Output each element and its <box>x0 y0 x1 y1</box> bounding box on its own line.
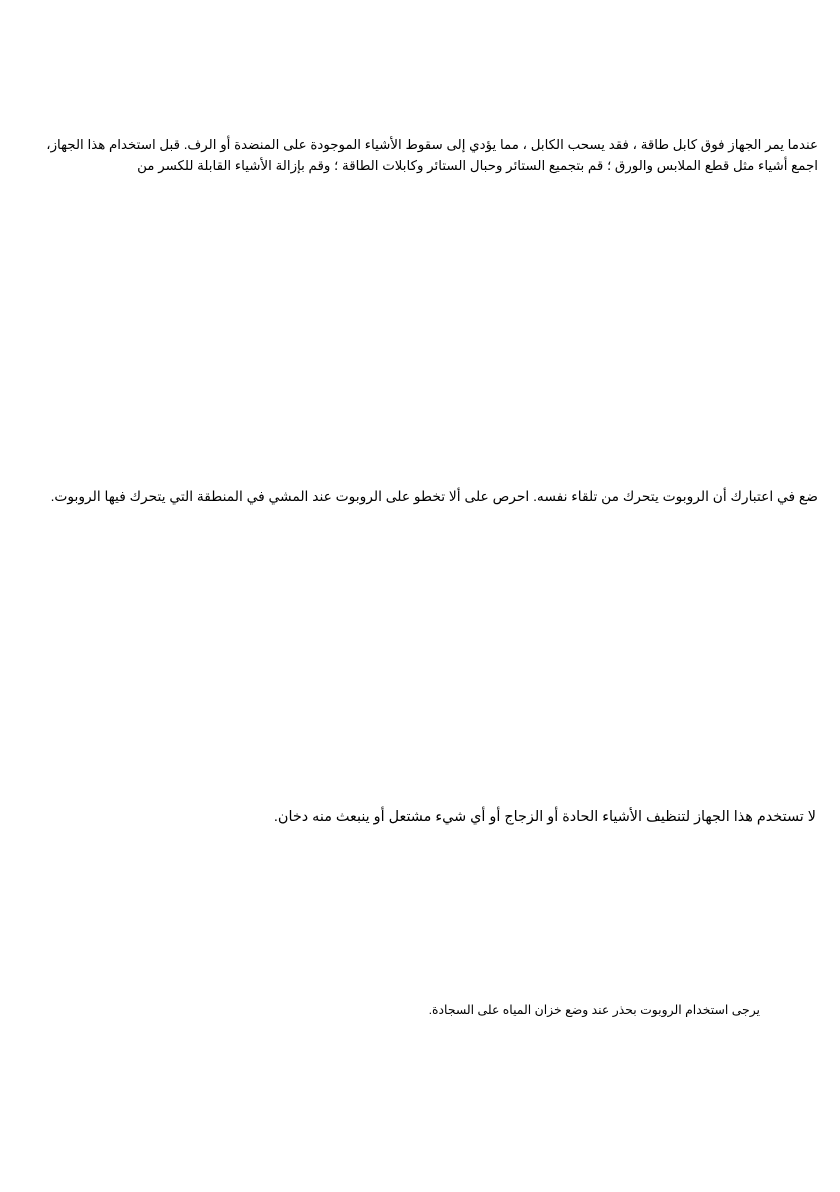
warning-paragraph-sharp-objects: لا تستخدم هذا الجهاز لتنظيف الأشياء الحادة أو الزجاج أو أي شيء مشتعل أو ينبعث منه دخان. <box>273 809 816 825</box>
warning-paragraph-power-cable: عندما يمر الجهاز فوق كابل طاقة ، فقد يسحب الكابل ، مما يؤدي إلى سقوط الأشياء الموجودة على المنضدة أو الرف. قبل استخدام هذا الجهاز، اجمع أشياء مثل قطع الملابس والورق ؛ قم بتجميع الستائر وحبال الستائر وكابلات الطاقة ؛ وقم بإزالة الأشياء القابلة للكسر من <box>46 137 818 173</box>
warning-paragraph-water-tank: يرجى استخدام الروبوت بحذر عند وضع خزان المياه على السجادة. <box>428 1003 760 1017</box>
warning-paragraph-robot-movement: ضع في اعتبارك أن الروبوت يتحرك من تلقاء نفسه. احرص على ألا تخطو على الروبوت عند المشي في المنطقة التي يتحرك فيها الروبوت. <box>50 489 818 504</box>
